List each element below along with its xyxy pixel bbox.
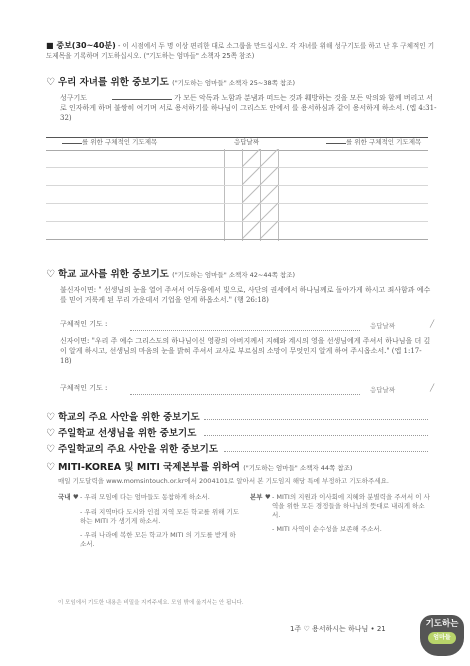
scripture-prayer [60, 94, 438, 123]
answer-date-label: 응답날짜 [370, 386, 396, 394]
section-ref: ("기도하는 엄마들" 소책자 42~44쪽 참조) [172, 271, 296, 279]
badge-bottom: 엄마들 [428, 632, 456, 644]
name-blank[interactable] [62, 143, 82, 144]
table-row[interactable] [46, 203, 428, 204]
section-heading-miti: ♡ MITI-KOREA 및 MITI 국제본부를 위하여 ("기도하는 엄마들" 소책자 44쪽 참조) [46, 462, 353, 473]
check-mark-icon: ╱ [430, 384, 435, 392]
table-row[interactable] [46, 167, 428, 168]
prayer-input-line[interactable] [204, 435, 428, 436]
intro [46, 40, 438, 62]
name-blank[interactable] [326, 143, 346, 144]
heart-icon: ♡ [46, 462, 55, 473]
list-item: - 우리 모임에 다는 엄마들도 동참하게 하소서. [80, 493, 210, 501]
unbeliever-verse: 불신자이면: " 선생님의 눈을 열어 주셔서 어두움에서 빛으로, 사단의 권세에서 하나님께로 돌아가게 하시고 죄사함과 예수를 믿어 거룩케 된 무리 가운데서 기업을 얻게 하옵소서." (행 26:18) [60, 286, 431, 304]
list-item: - MITI 사역이 순수성을 보존해 주소서. [272, 525, 382, 534]
prayer-input-line[interactable] [224, 451, 428, 452]
intro-title: ■ 중보(30~40분) [46, 41, 116, 50]
heart-icon: ♡ [46, 77, 55, 88]
section-heading-sunday-teachers: ♡ 주일학교 선생님을 위한 중보기도 [46, 428, 197, 439]
heart-icon: ♡ [46, 269, 55, 280]
footer-right: 1주 ♡ 용서하시는 하나님 • 21 [290, 625, 386, 633]
intro-text: - 이 시점에서 두 명 이상 편리한 대로 소그룹을 만드십시오. 각 자녀를 위해 성구기도를 하고 난 후 구체적인 기도제목을 기록하며 기도하십시오. ("기도하는 엄마들" 소책자 25쪽 참조) [46, 42, 435, 60]
list-item: - 우리 나라에 복한 모든 학교가 MITI 의 기도를 받게 하소서. [80, 531, 236, 549]
table-row[interactable] [46, 185, 428, 186]
section-heading-sunday-issues: ♡ 주일학교의 주요 사안을 위한 중보기도 [46, 444, 219, 455]
prayer-input-line[interactable] [130, 330, 360, 331]
section-ref: ("기도하는 엄마들" 소책자 44쪽 참조) [243, 464, 353, 472]
list-item: - 우리 지역마다 도시와 인접 지역 모든 학교를 위해 기도하는 MITI 가 생기게 하소서. [80, 507, 240, 525]
logo-badge [420, 615, 464, 656]
answer-date-label: 응답날짜 [370, 322, 396, 330]
specific-prayer-label-1: 구체적인 기도 : [60, 320, 108, 328]
prayer-input-line[interactable] [204, 419, 428, 420]
diagonal-hatch [242, 149, 278, 241]
table-right-header: 를 위한 구체적인 기도제목 [326, 138, 436, 147]
table-row[interactable] [46, 221, 428, 222]
heart-icon: ♡ [46, 412, 55, 423]
list-item: - MITI의 지원과 이사회에 지혜와 분별력을 주셔서 이 사역을 위한 모든 경정들을 하나님의 뜻대로 내리게 하소서. [272, 493, 430, 519]
calendar-note: 매일 기도달력을 www.momsintouch.or.kr에서 2004101로 알아서 본 기도임지 해당 특에 부정하고 기도하주세요. [58, 477, 389, 485]
scripture-text: 가 모든 악독과 노함과 분냄과 떠드는 것과 훼방하는 것을 모든 악의와 함께 버리고 서로 인자하게 하며 불쌍히 여기며 서로 용서하기를 하나님이 그리스도 안에서 를 용서하심과 같이 용서하게 하소서. (엡 4:31-32) [60, 94, 437, 122]
heart-icon: ♡ [46, 428, 55, 439]
korea-items [80, 493, 240, 549]
badge-top: 기도하는 [425, 619, 459, 629]
prayer-request-table [46, 137, 428, 241]
hq-items [272, 493, 432, 534]
footer-left: 이 모임에서 기도한 내용은 비밀을 지켜주세요. 모임 밖에 옮겨서는 안 됩니다. [58, 600, 244, 606]
believer-verse: 신자이면: "우리 주 예수 그리스도의 하나님이신 영광의 아버지께서 지혜와 계시의 영을 선생님에게 주셔서 하나님을 더 깊이 알게 하시고, 선생님의 마음의 눈을 밝혀 주셔서 교사로 부르심의 소망이 무엇인지 알게 하여 주시옵소서." (엡 1:17-18) [60, 337, 431, 365]
table-left-header: 를 위한 구체적인 기도제목 [62, 138, 232, 147]
table-answer-header: 응답날짜 [234, 138, 260, 146]
check-mark-icon: ╱ [430, 320, 435, 328]
prayer-input-line[interactable] [130, 394, 360, 395]
heart-icon: ♡ [46, 444, 55, 455]
section-heading-teachers: ♡ 학교 교사를 위한 중보기도 ("기도하는 엄마들" 소책자 42~44쪽 참조) [46, 269, 296, 280]
section-ref: ("기도하는 엄마들" 소책자 25~38쪽 참조) [172, 79, 296, 87]
section-heading-school-issues: ♡ 학교의 주요 사안을 위한 중보기도 [46, 412, 200, 423]
scripture-label: 성구기도 [60, 94, 88, 102]
korea-label: 국내 ♥ [58, 493, 79, 501]
table-row[interactable] [46, 239, 428, 240]
hq-label: 본부 ♥ [250, 493, 271, 501]
specific-prayer-label-2: 구체적인 기도 : [60, 384, 108, 392]
section-heading-children: ♡ 우리 자녀를 위한 중보기도 ("기도하는 엄마들" 소책자 25~38쪽 참조) [46, 77, 296, 88]
name-blank[interactable] [112, 99, 172, 100]
